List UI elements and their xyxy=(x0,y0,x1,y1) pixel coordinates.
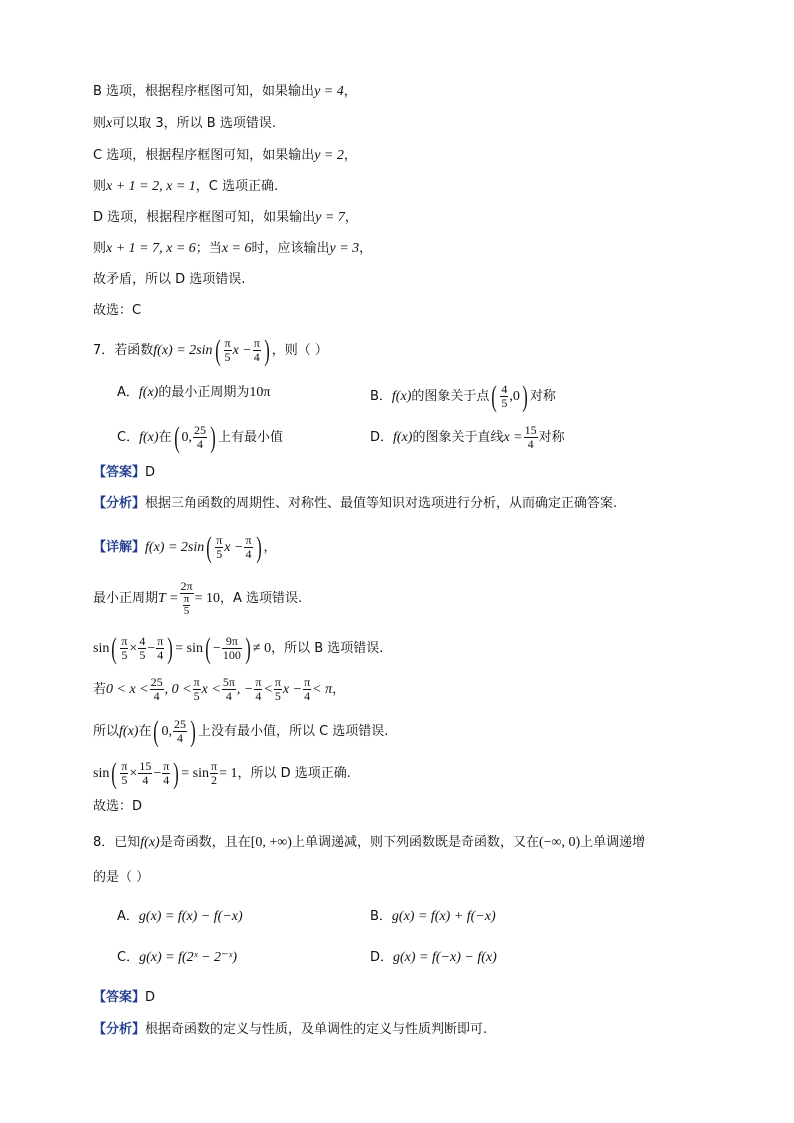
q7-sin-d: sin( $\frac{\pi}{5}$ × $\frac{15}{4}$ − $\frac{\pi}{4}$ ) = sin $\frac{\pi}{2}$ = 1，所以 D 选项正确. xyxy=(93,756,351,790)
pi-over-4: $\frac{\pi}{4}$ xyxy=(253,336,260,364)
q7-choice: 故选：D xyxy=(93,799,143,814)
q7-option-c[interactable]: C．f(x)在( 0, $\frac{25}{4}$ ) 上有最小值 xyxy=(117,420,284,454)
q8-stem: 8．已知f(x)是奇函数，且在[0, +∞)上单调递减，则下列函数既是奇函数，又在(−∞, 0)上单调递增 xyxy=(93,835,646,850)
q7-option-d[interactable]: D．f(x)的图象关于直线x = $\frac{15}{4}$ 对称 xyxy=(370,423,565,451)
q7-if-c: 若0 < x < $\frac{25}{4}$ , 0 < $\frac{\pi}{5}$ x < $\frac{5\pi}{4}$ , − $\frac{\pi}{4}$ < $\frac{\pi}{5}$ x − $\frac{\pi}{4}$ < π， xyxy=(93,675,346,703)
prev-c-line2: 则x + 1 = 2, x = 1，C 选项正确. xyxy=(93,179,279,194)
q7-analysis: 【分析】根据三角函数的周期性、对称性、最值等知识对选项进行分析，从而确定正确答案. xyxy=(93,496,618,511)
prev-d-line2: 则x + 1 = 7, x = 6；当x = 6时，应该输出y = 3， xyxy=(93,241,373,256)
q8-option-d[interactable]: D．g(x) = f(−x) − f(x) xyxy=(370,950,497,965)
period-fraction: $\frac{2\pi}{\frac{\pi}{5}}$ xyxy=(180,579,193,617)
q8-analysis: 【分析】根据奇函数的定义与性质，及单调性的定义与性质判断即可. xyxy=(93,1022,488,1037)
q7-stem: 7．若函数f(x) = 2sin( $\frac{\pi}{5}$ x − $\frac{\pi}{4}$ ) ，则（ ） xyxy=(93,333,328,367)
q7-option-b[interactable]: B．f(x)的图象关于点( $\frac{4}{5}$ ,0) 对称 xyxy=(370,379,556,413)
prev-c-line1: C 选项，根据程序框图可知，如果输出y = 2， xyxy=(93,148,357,163)
q7-period: 最小正周期T = $\frac{2\pi}{\frac{\pi}{5}}$ = 10，A 选项错误. xyxy=(93,579,303,617)
q8-stem-line2: 的是（ ） xyxy=(93,870,150,885)
q7-answer: 【答案】D xyxy=(93,465,156,480)
q8-answer: 【答案】D xyxy=(93,990,156,1005)
q8-option-c[interactable]: C．g(x) = f(2ˣ − 2⁻ˣ) xyxy=(117,950,238,965)
prev-b-line1: B 选项，根据程序框图可知，如果输出y = 4， xyxy=(93,84,357,99)
q7-so-c: 所以f(x)在( 0, $\frac{25}{4}$ ) 上没有最小值，所以 C 选项错误. xyxy=(93,714,389,748)
prev-d-line3: 故矛盾，所以 D 选项错误. xyxy=(93,272,246,287)
prev-choice: 故选：C xyxy=(93,303,142,318)
q7-option-a[interactable]: A．f(x)的最小正周期为10π xyxy=(117,385,271,400)
q8-option-b[interactable]: B．g(x) = f(x) + f(−x) xyxy=(370,909,496,924)
prev-d-line1: D 选项，根据程序框图可知，如果输出y = 7， xyxy=(93,210,358,225)
prev-b-line2: 则x可以取 3，所以 B 选项错误. xyxy=(93,116,276,131)
q7-sin-b: sin( $\frac{\pi}{5}$ × $\frac{4}{5}$ − $\frac{\pi}{4}$ ) = sin( − $\frac{9\pi}{100}$ ) ≠ 0，所以 B 选项错误. xyxy=(93,631,384,665)
pi-over-5: $\frac{\pi}{5}$ xyxy=(224,336,231,364)
q7-detail: 【详解】f(x) = 2sin( $\frac{\pi}{5}$ x − $\frac{\pi}{4}$ ) ， xyxy=(93,530,277,564)
q8-option-a[interactable]: A．g(x) = f(x) − f(−x) xyxy=(117,909,243,924)
